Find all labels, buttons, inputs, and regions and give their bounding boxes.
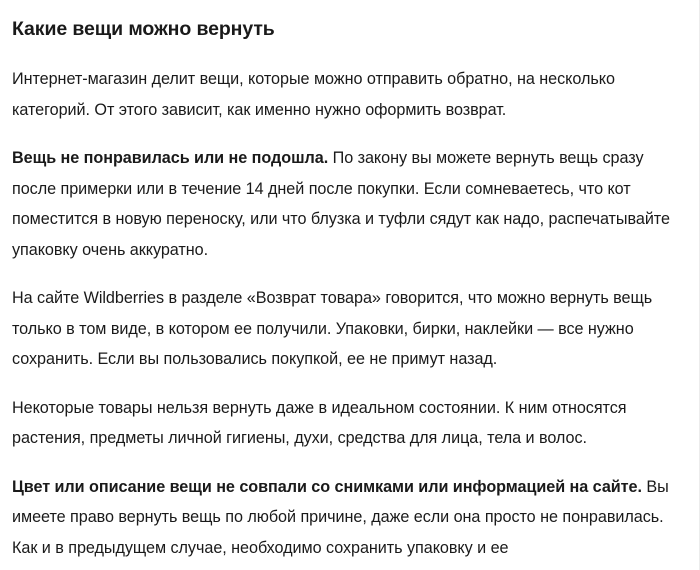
paragraph-nonreturnable xyxy=(12,393,688,454)
paragraph-text: Некоторые товары нельзя вернуть даже в идеальном состоянии. К ним относятся растения, предметы личной гигиены, духи, средства для лица, тела и волос. xyxy=(12,398,627,447)
paragraph-text: Интернет-магазин делит вещи, которые можно отправить обратно, на несколько категорий. От этого зависит, как именно нужно оформить возврат. xyxy=(12,70,615,119)
paragraph-lead: Вещь не понравилась или не подошла. xyxy=(12,149,329,167)
paragraph-lead: Цвет или описание вещи не совпали со снимками или информацией на сайте. xyxy=(12,477,642,496)
section-heading: Какие вещи можно вернуть xyxy=(12,18,275,40)
paragraph-intro xyxy=(12,64,688,125)
paragraph-text: По закону вы можете вернуть вещь сразу после примерки или в течение 14 дней после покупки. Если сомневаетесь, что кот поместится в новую переноску, или что блузка и туфли сядут как надо, распечатывайте упаковку очень аккуратно. xyxy=(12,149,670,259)
paragraph-dislike xyxy=(12,143,688,265)
paragraph-text: Вы имеете право вернуть вещь по любой причине, даже если она просто не понравилась. Как и в предыдущем случае, необходимо сохранить упаковку и ее xyxy=(12,477,669,557)
paragraph-text: На сайте Wildberries в разделе «Возврат товара» говорится, что можно вернуть вещь только в том виде, в котором ее получили. Упаковки, бирки, наклейки — все нужно сохранить. Если вы пользовались покупкой, ее не примут назад. xyxy=(12,289,653,368)
paragraph-mismatch xyxy=(12,472,688,564)
article xyxy=(12,0,688,563)
paragraph-wildberries xyxy=(12,283,688,375)
